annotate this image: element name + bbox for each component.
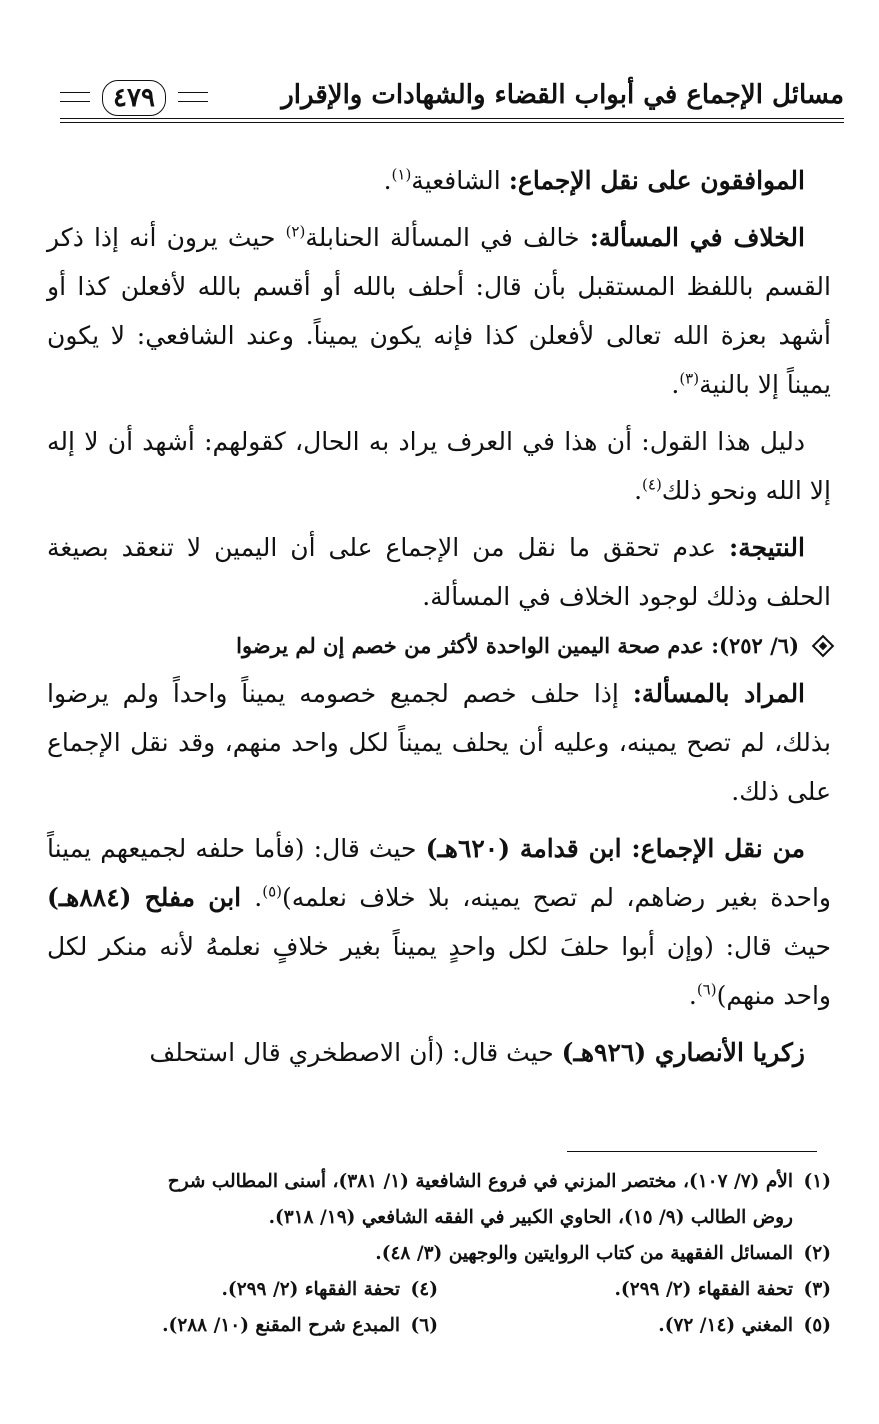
para-text: خالف في المسألة الحنابلة bbox=[305, 223, 590, 252]
issue-heading bbox=[47, 629, 831, 663]
footnote-text: الأم (٧/ ١٠٧)، مختصر المزني في فروع الشافعية (١/ ٣٨١)، أسنى المطالب شرح bbox=[167, 1171, 793, 1192]
footnote-number: (٢) bbox=[803, 1243, 831, 1264]
footnote-text: المغني (١٤/ ٧٢). bbox=[658, 1315, 793, 1336]
paragraph-transmitters bbox=[47, 824, 831, 1020]
footnote-1-continued: روض الطالب (٩/ ١٥)، الحاوي الكبير في الفقه الشافعي (١٩/ ٣١٨). bbox=[268, 1207, 793, 1228]
para-text: حيث قال: (وإن أبوا حلفَ لكل واحدٍ يميناً بغير خلافٍ نعلمهُ لأنه منكر لكل واحد منهم) bbox=[47, 932, 831, 1010]
paragraph-disagreement bbox=[47, 213, 831, 409]
para-lead: الموافقون على نقل الإجماع: bbox=[508, 166, 805, 195]
para-end: . bbox=[671, 370, 680, 399]
para-end: . bbox=[383, 166, 392, 195]
scholar-name: زكريا الأنصاري (٩٢٦هـ) bbox=[561, 1038, 805, 1067]
footnote-text: تحفة الفقهاء (٢/ ٢٩٩). bbox=[221, 1279, 400, 1300]
footnote-ref: (١) bbox=[391, 165, 412, 184]
scholar-name: ابن مفلح (٨٨٤هـ) bbox=[47, 883, 255, 912]
para-text: حيث قال: (فأما حلفه لجميعهم يميناً واحدة بغير رضاهم، لم تصح يمينه، بلا خلاف نعلمه) bbox=[47, 834, 831, 912]
paragraph-result bbox=[47, 523, 831, 621]
footnote-ref: (٦) bbox=[696, 980, 717, 999]
footnote-number: (٣) bbox=[803, 1279, 831, 1300]
footnote-number: (٤) bbox=[410, 1279, 438, 1300]
footnote-number: (٥) bbox=[803, 1315, 831, 1336]
para-text: حيث يرون أنه إذا ذكر القسم باللفظ المستقبل بأن قال: أحلف بالله أو أقسم بالله لأفعلن كذا أو أشهد بعزة الله تعالى لأفعلن كذا فإنه يكون يميناً. وعند الشافعي: لا يكون يميناً إلا بالنية bbox=[47, 223, 831, 399]
footnote-ref: (٤) bbox=[642, 475, 662, 494]
header-rule bbox=[60, 118, 844, 123]
footnote-text: المبدع شرح المقنع (١٠/ ٢٨٨). bbox=[162, 1315, 400, 1336]
footnote-3 bbox=[438, 1272, 831, 1308]
footnote-ref: (٣) bbox=[679, 369, 700, 388]
para-lead: من نقل الإجماع: bbox=[631, 834, 805, 863]
ornament-lines-left bbox=[60, 92, 90, 102]
footnote-row bbox=[45, 1308, 831, 1344]
running-title: مسائل الإجماع في أبواب القضاء والشهادات والإقرار bbox=[281, 80, 844, 110]
ornament-lines-right bbox=[178, 92, 208, 102]
footnote-ref: (٥) bbox=[262, 882, 283, 901]
para-lead: الخلاف في المسألة: bbox=[589, 223, 805, 252]
footnote-6 bbox=[45, 1308, 438, 1344]
para-text: إذا حلف خصم لجميع خصومه يميناً واحداً ولم يرضوا بذلك، لم تصح يمينه، وعليه أن يحلف يميناً لكل واحد منهم، وقد نقل الإجماع على ذلك. bbox=[47, 679, 831, 806]
footnote-4 bbox=[45, 1272, 438, 1308]
footnote-text: تحفة الفقهاء (٢/ ٢٩٩). bbox=[614, 1279, 793, 1300]
footnotes bbox=[45, 1164, 831, 1344]
footnote-number: (١) bbox=[803, 1171, 831, 1192]
footnote-text: المسائل الفقهية من كتاب الروايتين والوجهين (٣/ ٤٨). bbox=[375, 1243, 793, 1264]
footnote-number: (٦) bbox=[410, 1315, 438, 1336]
para-end: . bbox=[254, 883, 263, 912]
page-number-ornament bbox=[60, 78, 208, 118]
para-text: الشافعية bbox=[411, 166, 509, 195]
scholar-name: ابن قدامة (٦٢٠هـ) bbox=[425, 834, 632, 863]
diamond-bullet-icon bbox=[812, 635, 835, 658]
para-text: عدم تحقق ما نقل من الإجماع على أن اليمين لا تنعقد بصيغة الحلف وذلك لوجود الخلاف في المسألة. bbox=[47, 533, 831, 611]
footnote-row bbox=[45, 1272, 831, 1308]
para-lead: المراد بالمسألة: bbox=[632, 679, 806, 708]
issue-heading-text: (٦/ ٢٥٢): عدم صحة اليمين الواحدة لأكثر من خصم إن لم يرضوا bbox=[236, 633, 799, 658]
paragraph-agreeing bbox=[47, 156, 831, 205]
paragraph-ansari bbox=[47, 1028, 831, 1077]
footnote-separator bbox=[567, 1151, 817, 1152]
running-header bbox=[60, 76, 844, 128]
para-text: دليل هذا القول: أن هذا في العرف يراد به الحال، كقولهم: أشهد أن لا إله إلا الله ونحو ذلك bbox=[47, 427, 831, 505]
para-end: . bbox=[634, 476, 643, 505]
page-number: ٤٧٩ bbox=[102, 80, 166, 116]
para-text: حيث قال: (أن الاصطخري قال استحلف bbox=[149, 1038, 562, 1067]
paragraph-evidence bbox=[47, 417, 831, 515]
footnote-1 bbox=[45, 1164, 831, 1200]
footnote-5 bbox=[438, 1308, 831, 1344]
main-text bbox=[47, 156, 831, 1085]
para-lead: النتيجة: bbox=[729, 533, 805, 562]
para-end: . bbox=[688, 981, 697, 1010]
footnote-ref: (٢) bbox=[285, 222, 306, 241]
paragraph-meaning bbox=[47, 669, 831, 816]
footnote-2 bbox=[45, 1236, 831, 1272]
